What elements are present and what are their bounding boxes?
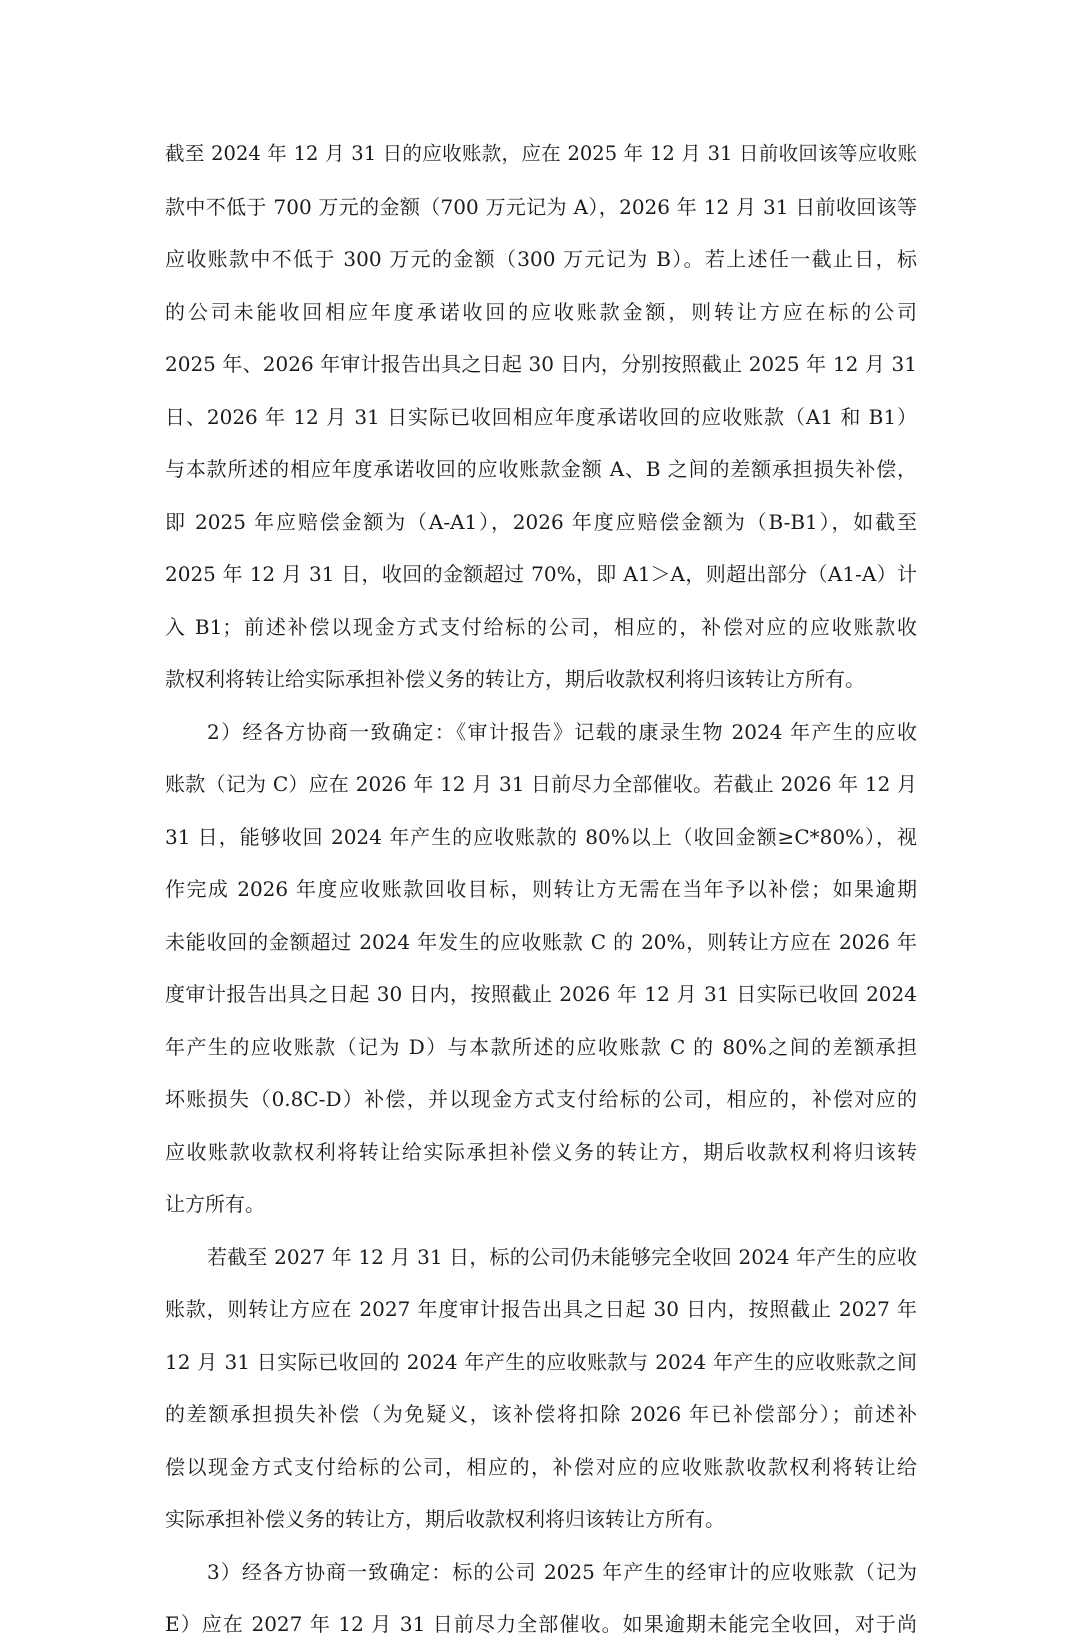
text-line: 的差额承担损失补偿（为免疑义，该补偿将扣除 2026 年已补偿部分）；前述补 — [165, 1402, 917, 1426]
text-line: 账款（记为 C）应在 2026 年 12 月 31 日前尽力全部催收。若截止 2026 年 12 月 — [165, 772, 917, 796]
text-line: 即 2025 年应赔偿金额为（A-A1），2026 年度应赔偿金额为（B-B1），如截至 — [165, 509, 917, 534]
text-line: 让方所有。 — [165, 1192, 265, 1216]
text-line: 账款，则转让方应在 2027 年度审计报告出具之日起 30 日内，按照截止 2027 年 — [165, 1297, 917, 1321]
text-line: 应收账款中不低于 300 万元的金额（300 万元记为 B）。若上述任一截止日，标 — [165, 247, 917, 271]
text-line: 坏账损失（0.8C-D）补偿，并以现金方式支付给标的公司，相应的，补偿对应的 — [165, 1087, 917, 1111]
text-line: 年产生的应收账款（记为 D）与本款所述的应收账款 C 的 80%之间的差额承担 — [165, 1034, 917, 1059]
text-line: 日、2026 年 12 月 31 日实际已收回相应年度承诺收回的应收账款（A1 和 B1） — [165, 404, 917, 429]
text-line: E）应在 2027 年 12 月 31 日前尽力全部催收。如果逾期未能完全收回，对于尚 — [165, 1612, 917, 1636]
document-body — [165, 128, 917, 1651]
text-line: 实际承担补偿义务的转让方，期后收款权利将归该转让方所有。 — [165, 1507, 725, 1531]
text-line: 2025 年 12 月 31 日，收回的金额超过 70%，即 A1＞A，则超出部分（A1-A）计 — [165, 562, 917, 586]
text-line: 款权利将转让给实际承担补偿义务的转让方，期后收款权利将归该转让方所有。 — [165, 667, 865, 691]
text-line: 未能收回的金额超过 2024 年发生的应收账款 C 的 20%，则转让方应在 2026 年 — [165, 929, 917, 954]
text-line: 若截至 2027 年 12 月 31 日，标的公司仍未能够完全收回 2024 年产生的应收 — [207, 1244, 917, 1269]
text-line: 31 日，能够收回 2024 年产生的应收账款的 80%以上（收回金额≥C*80%），视 — [165, 824, 917, 849]
text-line: 款中不低于 700 万元的金额（700 万元记为 A），2026 年 12 月 31 日前收回该等 — [165, 194, 917, 219]
text-line: 偿以现金方式支付给标的公司，相应的，补偿对应的应收账款收款权利将转让给 — [165, 1454, 917, 1479]
text-line: 作完成 2026 年度应收账款回收目标，则转让方无需在当年予以补偿；如果逾期 — [165, 877, 917, 901]
text-line: 2025 年、2026 年审计报告出具之日起 30 日内，分别按照截止 2025 年 12 月 31 — [165, 352, 917, 376]
text-line: 度审计报告出具之日起 30 日内，按照截止 2026 年 12 月 31 日实际已收回 2024 — [165, 982, 917, 1006]
text-line: 与本款所述的相应年度承诺收回的应收账款金额 A、B 之间的差额承担损失补偿， — [165, 457, 917, 481]
text-line: 的公司未能收回相应年度承诺收回的应收账款金额，则转让方应在标的公司 — [165, 299, 917, 324]
text-line: 应收账款收款权利将转让给实际承担补偿义务的转让方，期后收款权利将归该转 — [165, 1139, 917, 1164]
text-line: 2）经各方协商一致确定：《审计报告》记载的康录生物 2024 年产生的应收 — [207, 719, 917, 744]
text-line: 3）经各方协商一致确定：标的公司 2025 年产生的经审计的应收账款（记为 — [207, 1559, 917, 1584]
text-line: 12 月 31 日实际已收回的 2024 年产生的应收账款与 2024 年产生的应收账款之间 — [165, 1349, 917, 1374]
text-line: 入 B1；前述补偿以现金方式支付给标的公司，相应的，补偿对应的应收账款收 — [165, 614, 917, 639]
text-line: 截至 2024 年 12 月 31 日的应收账款，应在 2025 年 12 月 31 日前收回该等应收账 — [165, 142, 917, 165]
